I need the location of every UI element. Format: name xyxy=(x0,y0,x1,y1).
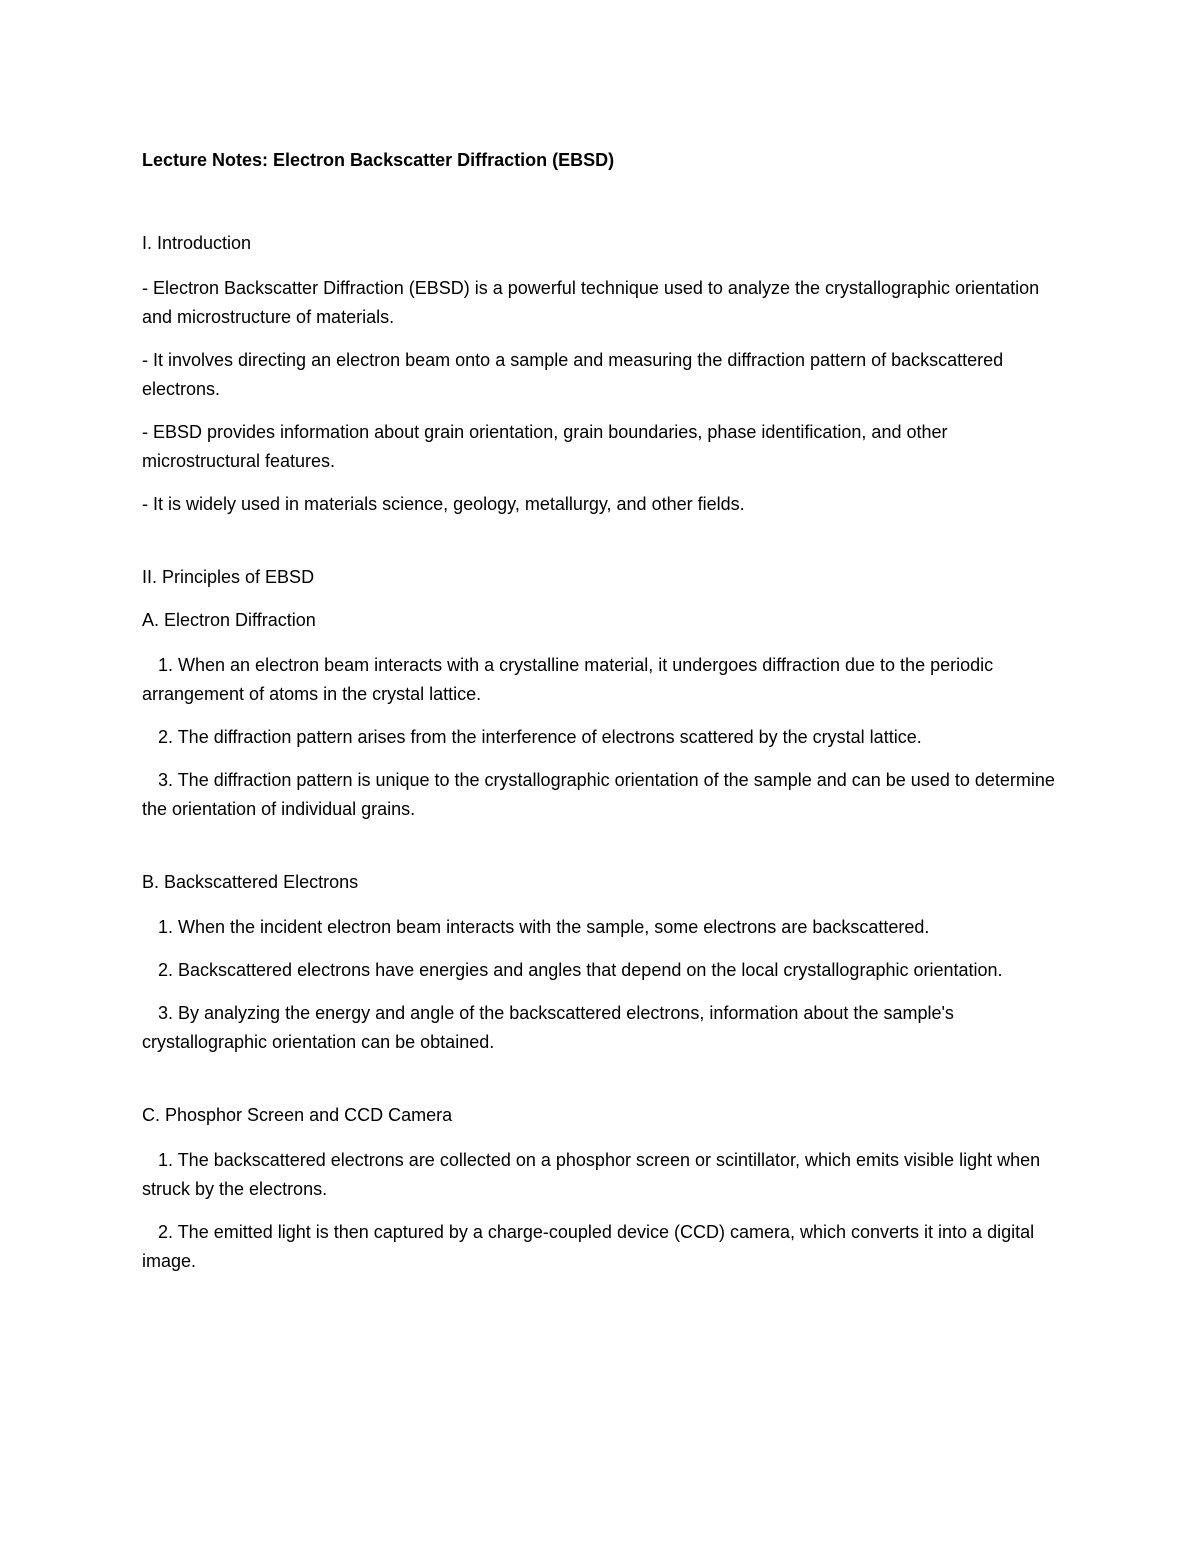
section-heading-introduction: I. Introduction xyxy=(142,233,252,253)
list-item: 1. When an electron beam interacts with a crystalline material, it undergoes diffraction due to the periodic arrangement of atoms in the crystal lattice. xyxy=(142,655,994,704)
list-item: 2. Backscattered electrons have energies and angles that depend on the local crystallographic orientation. xyxy=(158,960,1003,980)
list-item: 2. The diffraction pattern arises from the interference of electrons scattered by the crystal lattice. xyxy=(158,727,922,747)
intro-bullet: - EBSD provides information about grain orientation, grain boundaries, phase identification, and other microstructural features. xyxy=(142,422,948,471)
list-item: 1. When the incident electron beam interacts with the sample, some electrons are backscattered. xyxy=(158,917,930,937)
subsection-heading-phosphor-screen: C. Phosphor Screen and CCD Camera xyxy=(142,1105,453,1125)
list-item: 3. By analyzing the energy and angle of the backscattered electrons, information about the sample's crystallographic orientation can be obtained. xyxy=(142,1003,954,1052)
subsection-heading-electron-diffraction: A. Electron Diffraction xyxy=(142,610,316,630)
list-item: 3. The diffraction pattern is unique to the crystallographic orientation of the sample and can be used to determine the orientation of individual grains. xyxy=(142,770,1055,819)
intro-bullet: - It is widely used in materials science, geology, metallurgy, and other fields. xyxy=(142,494,745,514)
intro-bullet: - Electron Backscatter Diffraction (EBSD) is a powerful technique used to analyze the crystallographic orientation and microstructure of materials. xyxy=(142,278,1040,327)
list-item: 2. The emitted light is then captured by a charge-coupled device (CCD) camera, which converts it into a digital image. xyxy=(142,1222,1035,1271)
section-heading-principles: II. Principles of EBSD xyxy=(142,567,315,587)
document-body xyxy=(142,146,1062,1276)
list-item: 1. The backscattered electrons are collected on a phosphor screen or scintillator, which emits visible light when struck by the electrons. xyxy=(142,1150,1041,1199)
subsection-heading-backscattered-electrons: B. Backscattered Electrons xyxy=(142,872,359,892)
intro-bullet: - It involves directing an electron beam onto a sample and measuring the diffraction pattern of backscattered electrons. xyxy=(142,350,1004,399)
document-title: Lecture Notes: Electron Backscatter Diffraction (EBSD) xyxy=(142,150,615,170)
